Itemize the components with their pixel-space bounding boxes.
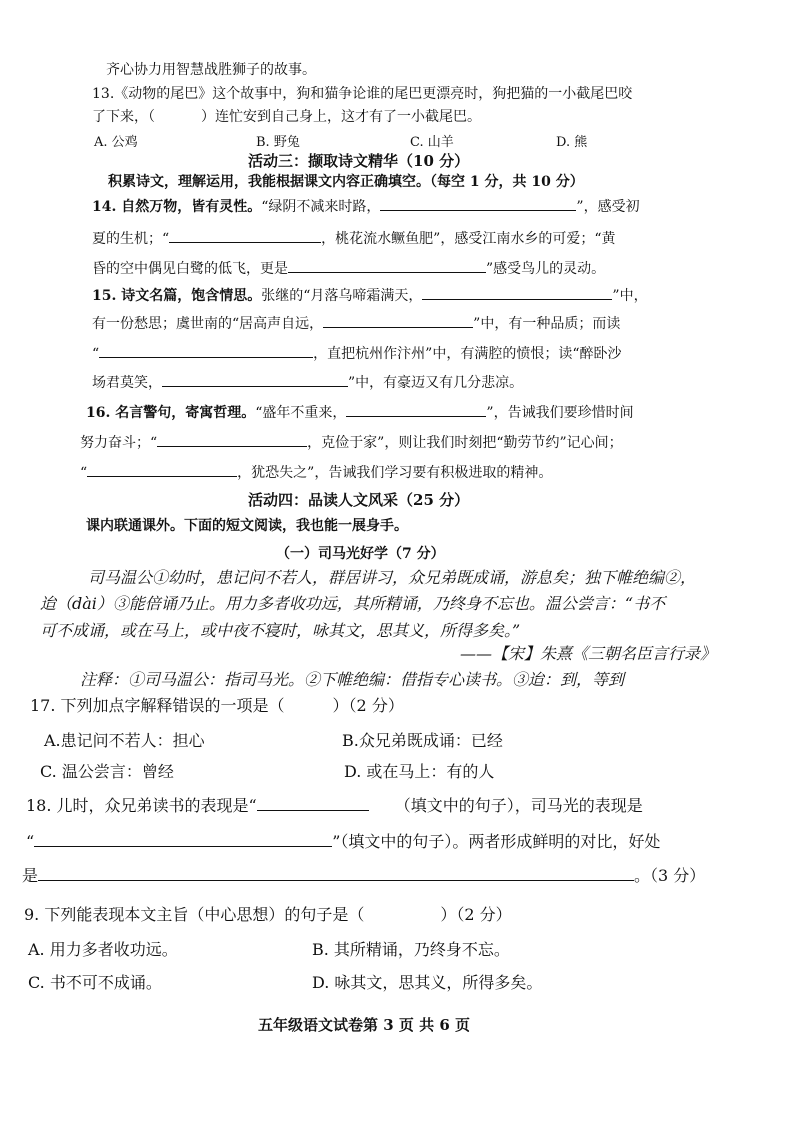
q16-text-b2: ，克俭于家”，则让我们时刻把“勤劳节约”记心间； (307, 435, 623, 451)
passage-source: ——【宋】朱熹《三朝名臣言行录》 (460, 644, 717, 663)
q19-option-d: D. 咏其文，思其义，所得多矣。 (312, 973, 543, 992)
q13-option-b: B. 野兔 (256, 135, 300, 150)
q15-heading: 15. 诗文名篇，饱含情思。 (92, 288, 262, 304)
q14-blank-2[interactable] (169, 228, 321, 243)
q14-line3 (92, 258, 605, 279)
q19-stem (24, 905, 512, 925)
q14-line2 (92, 228, 616, 249)
passage-line-2: 迨（dài）③能倍诵乃止。用力多者收功远，其所精诵，乃终身不忘也。温公尝言：“书不 (40, 594, 666, 613)
q16-text-a: “盛年不重来， (255, 405, 347, 421)
q17-option-a: A.患记问不若人：担心 (44, 731, 205, 750)
q15-text-d1: 场君莫笑， (92, 375, 162, 391)
q15-blank-2[interactable] (323, 313, 473, 328)
q17-option-d: D. 或在马上：有的人 (344, 762, 495, 781)
q19-stem-part2: ）（2 分） (440, 905, 512, 924)
passage-notes: 注释：①司马温公：指司马光。②下帷绝编：借指专心读书。③迨：到，等到 (80, 670, 625, 689)
q18-blank-2[interactable] (34, 832, 332, 847)
q13-option-d: D. 熊 (556, 135, 588, 150)
activity4-title: 活动四：品读人文风采（25 分） (248, 491, 470, 509)
q18-line2 (26, 832, 660, 852)
q15-blank-4[interactable] (162, 372, 348, 387)
q17-option-c: C. 温公尝言：曾经 (40, 762, 174, 781)
q18-text-c2: 。（3 分） (634, 866, 706, 885)
passage-subtitle: （一）司马光好学（7 分） (276, 546, 445, 562)
q14-line1 (92, 196, 640, 217)
page-footer: 五年级语文试卷第 3 页 共 6 页 (258, 1016, 470, 1034)
activity3-instructions: 积累诗文，理解运用，我能根据课文内容正确填空。（每空 1 分，共 10 分） (108, 174, 584, 190)
q16-text-a-end: ”，告诫我们要珍惜时间 (486, 405, 634, 421)
q15-line4 (92, 372, 523, 393)
activity4-instructions: 课内联通课外。下面的短文阅读，我也能一展身手。 (86, 518, 408, 534)
q16-blank-1[interactable] (346, 402, 486, 417)
story-continuation: 齐心协力用智慧战胜狮子的故事。 (106, 62, 316, 78)
q14-text-b1: 夏的生机；“ (92, 231, 170, 247)
q18-blank-1[interactable] (257, 796, 369, 811)
q18-line3 (22, 866, 705, 886)
q15-line1 (92, 285, 648, 306)
q14-blank-1[interactable] (380, 196, 576, 211)
q14-blank-3[interactable] (288, 258, 486, 273)
q15-line3 (92, 343, 622, 364)
q16-line1 (86, 402, 634, 423)
q18-line1 (26, 796, 643, 816)
q13-stem: 13.《动物的尾巴》这个故事中，狗和猫争论谁的尾巴更漂亮时，狗把猫的一小截尾巴咬 (92, 86, 633, 102)
q15-text-a: 张继的“月落乌啼霜满天， (261, 288, 423, 304)
q17-stem-part1: 17. 下列加点字解释错误的一项是（ (30, 696, 285, 715)
q14-text-c2: ”感受鸟儿的灵动。 (486, 261, 606, 277)
q14-text-b2: ，桃花流水鳜鱼肥”，感受江南水乡的可爱；“黄 (321, 231, 616, 247)
q16-line3 (80, 462, 552, 483)
q13-option-c: C. 山羊 (410, 135, 454, 150)
q15-text-a-end: ”中， (612, 288, 648, 304)
q19-option-b: B. 其所精诵，乃终身不忘。 (312, 940, 510, 959)
q16-blank-3[interactable] (87, 462, 237, 477)
q18-text-a1: 18. 儿时，众兄弟读书的表现是“ (26, 796, 257, 815)
q16-text-c2: ，犹恐失之”，告诫我们学习要有积极进取的精神。 (237, 465, 553, 481)
q16-text-c1: “ (80, 465, 88, 481)
q15-line2 (92, 313, 620, 334)
activity3-title: 活动三：撷取诗文精华（10 分） (248, 152, 470, 170)
q15-text-c2: ，直把杭州作汴州”中，有满腔的愤恨；读“醉卧沙 (313, 346, 622, 362)
q13-stem-part2: ）连忙安到自己身上，这才有了一小截尾巴。 (201, 109, 481, 125)
q18-text-c1: 是 (22, 866, 39, 885)
q13-option-a: A. 公鸡 (94, 135, 138, 150)
q13-stem-line2 (92, 107, 481, 127)
q14-text-c1: 昏的空中偶见白鹭的低飞，更是 (92, 261, 288, 277)
passage-line-1: 司马温公①幼时，患记问不若人，群居讲习，众兄弟既成诵，游息矣；独下帷绝编②， (88, 568, 697, 587)
passage-line-3: 可不成诵，或在马上，或中夜不寝时，咏其文，思其义，所得多矣。” (40, 621, 521, 640)
q14-text-a-end: ”，感受初 (576, 199, 640, 215)
q15-text-d2: ”中，有豪迈又有几分悲凉。 (348, 375, 524, 391)
q19-stem-part1: 9. 下列能表现本文主旨（中心思想）的句子是（ (24, 905, 365, 924)
q19-option-a: A. 用力多者收功远。 (28, 940, 178, 959)
q16-text-b1: 努力奋斗；“ (80, 435, 158, 451)
q19-option-c: C. 书不可不成诵。 (28, 973, 162, 992)
q15-blank-1[interactable] (422, 285, 612, 300)
q16-blank-2[interactable] (157, 432, 307, 447)
q14-heading: 14. 自然万物，皆有灵性。 (92, 199, 262, 215)
q13-stem-part1: 了下来，（ (92, 109, 155, 125)
q18-blank-3[interactable] (38, 866, 634, 881)
q18-text-b1: “ (26, 832, 35, 851)
q14-text-a: “绿阴不减来时路， (261, 199, 381, 215)
q18-text-b2: ”（填文中的句子）。两者形成鲜明的对比，好处 (332, 832, 661, 851)
q16-heading: 16. 名言警句，寄寓哲理。 (86, 405, 256, 421)
q15-text-b2: ”中，有一种品质；而读 (473, 316, 621, 332)
q17-stem (30, 696, 404, 716)
q15-text-c1: “ (92, 346, 100, 362)
q15-blank-3[interactable] (99, 343, 313, 358)
q17-option-b: B.众兄弟既成诵：已经 (342, 731, 503, 750)
q16-line2 (80, 432, 623, 453)
q15-text-b1: 有一份愁思；虞世南的“居高声自远， (92, 316, 324, 332)
q18-text-a2: （填文中的句子），司马光的表现是 (394, 796, 643, 815)
q17-stem-part2: ）（2 分） (332, 696, 404, 715)
